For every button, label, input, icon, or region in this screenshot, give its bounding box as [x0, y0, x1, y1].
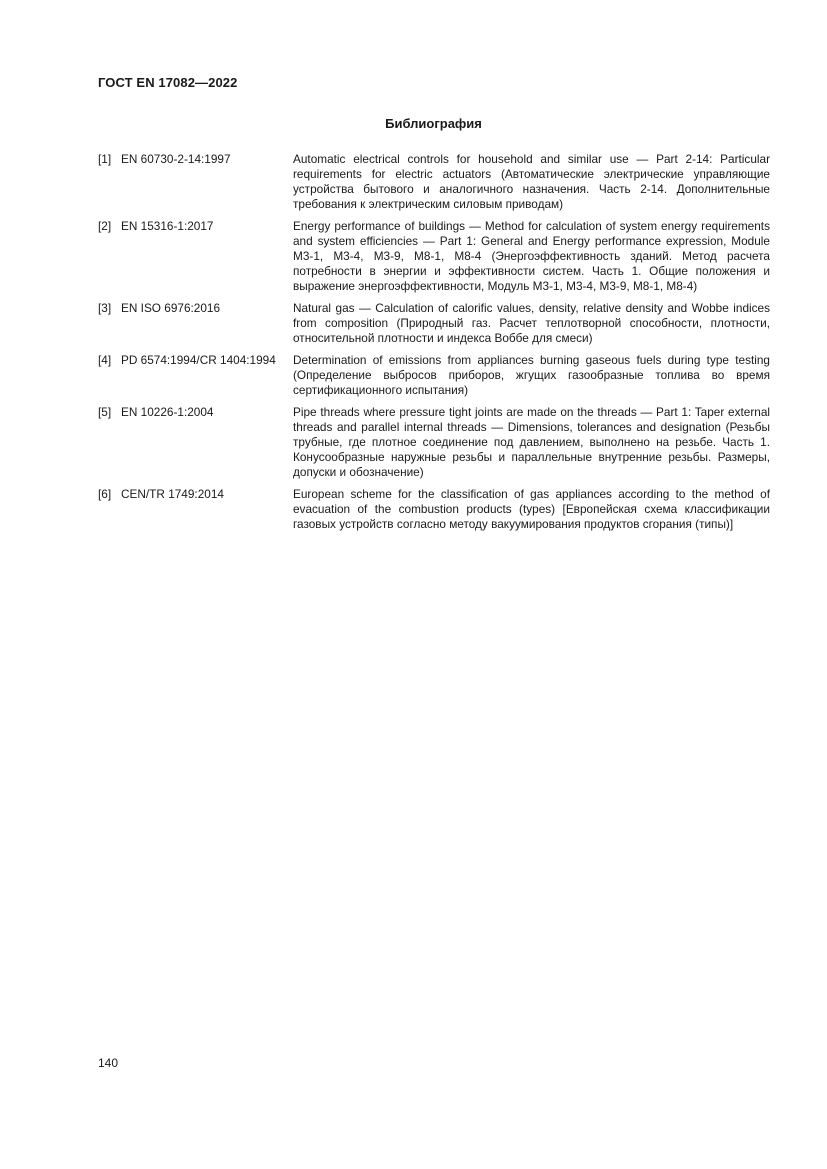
entry-reference: CEN/TR 1749:2014 [121, 487, 224, 501]
entry-number: [2] [98, 219, 112, 233]
bibliography-entry [98, 353, 770, 398]
bibliography-list [98, 152, 770, 539]
entry-reference: EN ISO 6976:2016 [121, 301, 221, 315]
entry-title: Automatic electrical controls for household and similar use — Part 2-14: Particular requirements for electric actuators (Автоматические электрические управляющие устройства бытового и аналогичного назначения. Часть 2-14. Дополнительные требования к электрическим силовым приводам) [293, 152, 770, 211]
entry-number: [6] [98, 487, 112, 501]
bibliography-entry [98, 219, 770, 294]
entry-title: Energy performance of buildings — Method for calculation of system energy requirements and system efficiencies — Part 1: General and Energy performance expression, Module M3-1, M3-4, M3-9, M8-1, M8-4 (Энергоэффективность зданий. Метод расчета потребности в энергии и эффективности систем. Часть 1. Общие положения и выражение энергоэффективности, Модуль M3-1, M3-4, M3-9, M8-1, M8-4) [293, 219, 770, 293]
page-number: 140 [98, 1056, 119, 1070]
document-header: ГОСТ EN 17082—2022 [98, 75, 238, 90]
entry-title: European scheme for the classification of gas appliances according to the method of evacuation of the combustion products (types) [Европейская схема классификации газовых устройств согласно методу вакуумирования продуктов сгорания (типы)] [293, 487, 770, 531]
entry-number: [4] [98, 353, 112, 367]
entry-number: [1] [98, 152, 112, 166]
entry-number: [5] [98, 405, 112, 419]
entry-title: Natural gas — Calculation of calorific values, density, relative density and Wobbe indices from composition (Природный газ. Расчет теплотворной способности, плотности, относительной плотности и индекса Воббе для смеси) [293, 301, 770, 345]
bibliography-entry [98, 152, 770, 212]
entry-number: [3] [98, 301, 112, 315]
entry-reference: PD 6574:1994/CR 1404:1994 [121, 353, 276, 367]
bibliography-entry [98, 301, 770, 346]
entry-title: Determination of emissions from appliances burning gaseous fuels during type testing (Определение выбросов приборов, жгущих газообразные топлива во время сертификационного испытания) [293, 353, 770, 397]
entry-reference: EN 60730-2-14:1997 [121, 152, 231, 166]
entry-reference: EN 15316-1:2017 [121, 219, 214, 233]
section-title: Библиография [385, 116, 482, 131]
entry-reference: EN 10226-1:2004 [121, 405, 214, 419]
bibliography-entry [98, 405, 770, 480]
entry-title: Pipe threads where pressure tight joints are made on the threads — Part 1: Taper external threads and parallel internal threads — Dimensions, tolerances and designation (Резьбы трубные, где плотное соединение под давлением, выполнено на резьбе. Часть 1. Конусообразные наружные резьбы и параллельные внутренние резьбы. Размеры, допуски и обозначение) [293, 405, 770, 479]
bibliography-entry [98, 487, 770, 532]
